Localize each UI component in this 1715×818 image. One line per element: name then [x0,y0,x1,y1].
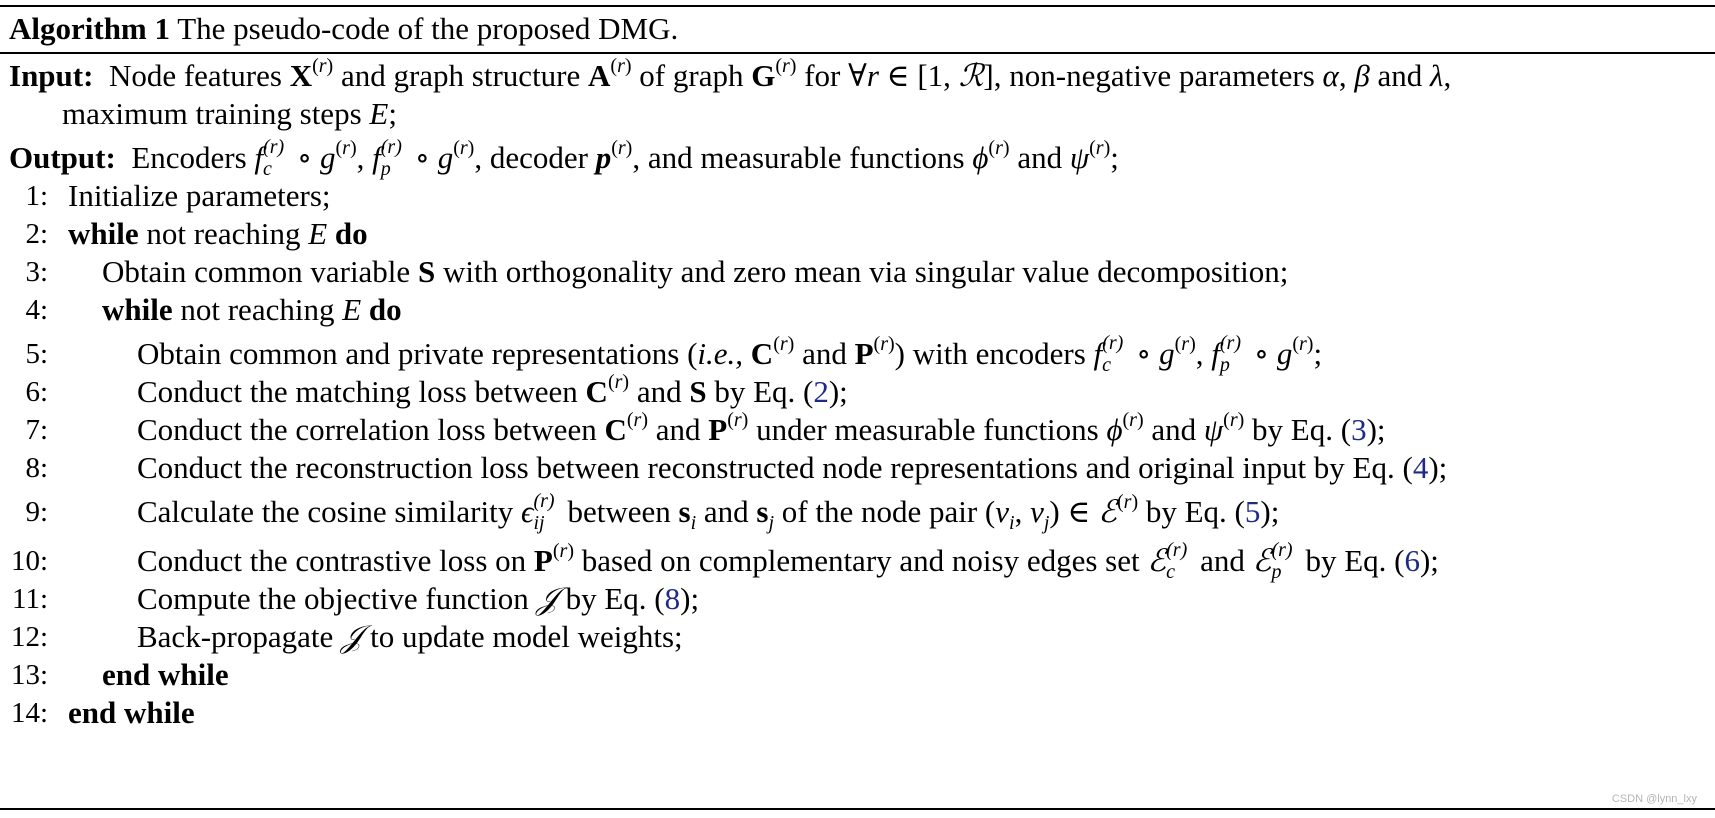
step-text [68,694,195,732]
step-text: Conduct the matching loss between $C^{(r)}$ and S by Eq. (2); [137,371,848,409]
caption-label: Algorithm 1 [9,11,171,46]
caption-rule [0,52,1715,54]
step-number: 4: [25,294,48,326]
top-rule [0,5,1715,7]
step-number: 6: [25,376,48,408]
watermark: CSDN @lynn_lxy [1611,793,1697,805]
input-line-2 [62,95,397,133]
step-text: Calculate the cosine similarity ϵ (r) ij between $s_i$ and $s_j$ of the node pair ($v_i$, $v_j$) ∈ ℰ$^{(r)}$ by Eq. (5); [137,490,1280,534]
step-number: 5: [25,338,48,370]
step-number: 10: [10,545,48,577]
step-number: 13: [10,659,48,691]
step-number: 9: [25,496,48,528]
step-number: 8: [25,452,48,484]
output-text: Encoders f (r) c ∘ $g^{(r)}$, f (r) p ∘ $g^{(r)}$, decoder $p^{(r)}$, and measurable functions $\phi^{(r)}$ and $\psi^{(r)}$; [123,136,1119,180]
step-text [102,656,229,694]
step-number: 12: [10,621,48,653]
step-text: Obtain common variable S with orthogonality and zero mean via singular value decomposition; [102,254,1289,289]
step-text: while not reaching E do [68,216,368,251]
step-text: Compute the objective function 𝒥 by Eq. (8); [137,581,700,617]
step-number: 1: [25,180,48,212]
end-while-keyword: end while [102,657,229,692]
input-text-2: maximum training steps E; [62,96,397,131]
step-text: Conduct the reconstruction loss between reconstructed node representations and original input by Eq. (4); [137,450,1448,485]
step-text: Initialize parameters; [68,178,331,213]
output-line [9,136,1119,180]
step-text: Conduct the contrastive loss on $P^{(r)}$ based on complementary and noisy edges set ℰ (r) c and ℰ (r) p by Eq. (6); [137,539,1439,583]
step-number: 3: [25,256,48,288]
input-line-1 [9,57,1451,95]
step-text: Back-propagate 𝒥 to update model weights; [137,619,683,655]
caption-text: The pseudo-code of the proposed DMG. [177,11,679,46]
step-text: while not reaching E do [102,292,402,327]
input-label: Input: [9,58,94,93]
output-label: Output: [9,140,116,175]
algorithm-caption [9,9,678,49]
step-number: 2: [25,218,48,250]
step-text: Conduct the correlation loss between $C^{(r)}$ and $P^{(r)}$ under measurable functions $\phi^{(r)}$ and $\psi^{(r)}$ by Eq. (3); [137,409,1386,447]
step-number: 7: [25,414,48,446]
step-number: 14: [10,697,48,729]
step-number: 11: [12,583,48,615]
step-text: Obtain common and private representations (i.e., $C^{(r)}$ and $P^{(r)}$) with encoders f (r) c ∘ $g^{(r)}$, f (r) p ∘ $g^{(r)}$; [137,332,1323,376]
end-while-keyword: end while [68,695,195,730]
input-text-1: Node features $X^{(r)}$ and graph structure $A^{(r)}$ of graph $G^{(r)}$ for ∀r ∈ [1, ℛ], non-negative parameters α, β and λ, [101,55,1452,94]
bottom-rule [0,808,1715,810]
